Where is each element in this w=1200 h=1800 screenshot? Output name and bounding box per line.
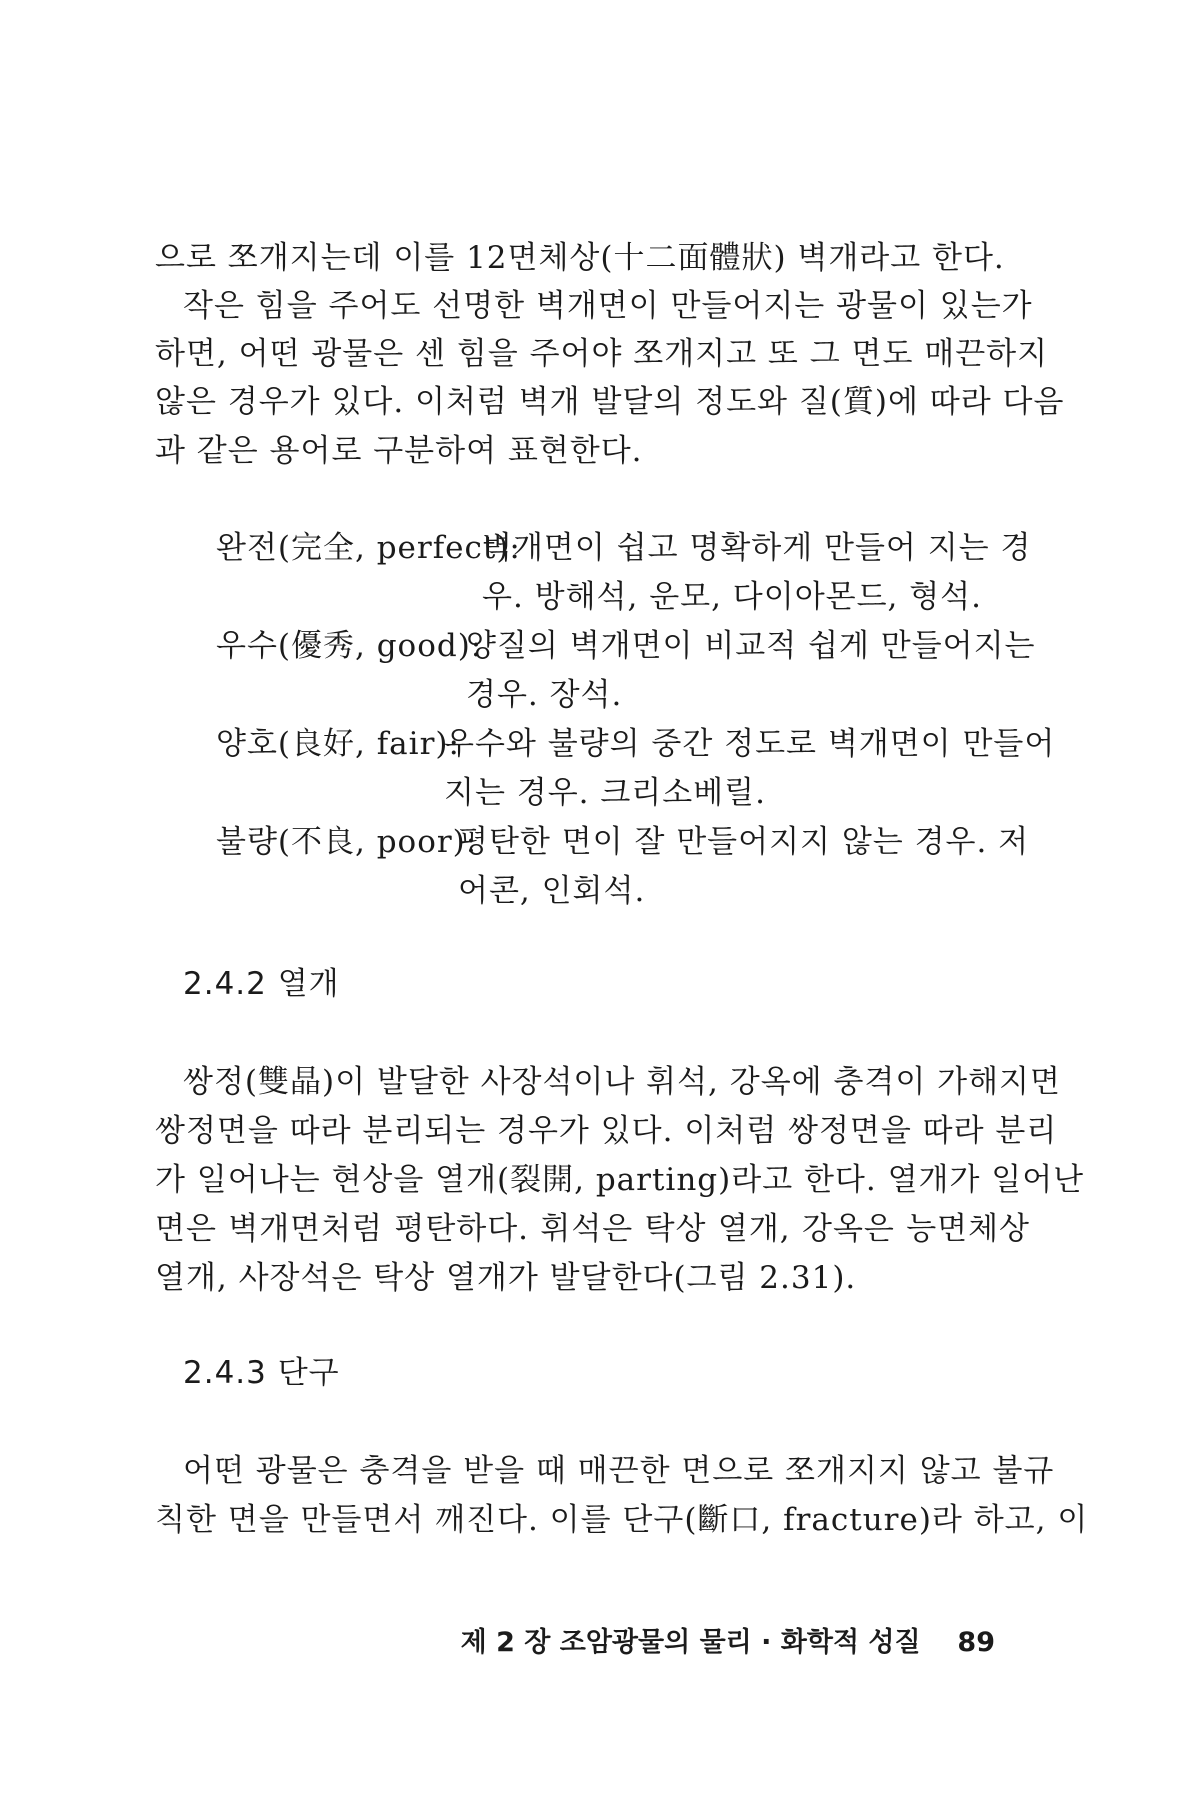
term-label: 완전(完全, perfect): [216,530,521,566]
body-text-line: 쌍정면을 따라 분리되는 경우가 있다. 이처럼 쌍정면을 따라 분리 [155,1113,1058,1149]
body-text-line: 하면, 어떤 광물은 센 힘을 주어야 쪼개지고 또 그 면도 매끈하지 [155,336,1049,372]
term-definition: 우. 방해석, 운모, 다이아몬드, 형석. [482,579,982,615]
term-definition: 어콘, 인회석. [458,873,646,909]
term-definition: 지는 경우. 크리소베릴. [444,775,766,811]
term-definition: 우수와 불량의 중간 정도로 벽개면이 만들어 [444,726,1056,762]
term-label: 불량(不良, poor): [216,824,478,860]
body-text-line: 않은 경우가 있다. 이처럼 벽개 발달의 정도와 질(質)에 따라 다음 [155,384,1065,420]
body-text-line: 면은 벽개면처럼 평탄하다. 휘석은 탁상 열개, 강옥은 능면체상 [155,1211,1030,1247]
term-definition: 벽개면이 쉽고 명확하게 만들어 지는 경 [482,530,1032,566]
section-heading: 2.4.3 단구 [183,1355,340,1391]
page-footer [461,1620,995,1659]
term-label: 우수(優秀, good): [216,628,483,664]
body-text-line: 가 일어나는 현상을 열개(裂開, parting)라고 한다. 열개가 일어난 [155,1162,1085,1198]
term-definition: 경우. 장석. [466,677,623,713]
body-text-line: 작은 힘을 주어도 선명한 벽개면이 만들어지는 광물이 있는가 [183,288,1033,324]
term-definition: 평탄한 면이 잘 만들어지지 않는 경우. 저 [458,824,1030,860]
page-number: 89 [957,1627,995,1658]
body-text-line: 과 같은 용어로 구분하여 표현한다. [155,433,643,469]
body-text-line: 열개, 사장석은 탁상 열개가 발달한다(그림 2.31). [155,1260,857,1296]
body-text-line: 어떤 광물은 충격을 받을 때 매끈한 면으로 쪼개지지 않고 불규 [183,1453,1055,1489]
body-text-line: 으로 쪼개지는데 이를 12면체상(十二面體狀) 벽개라고 한다. [155,240,1005,276]
section-heading: 2.4.2 열개 [183,966,340,1002]
body-text-line: 칙한 면을 만들면서 깨진다. 이를 단구(斷口, fracture)라 하고, 이 [155,1502,1089,1538]
chapter-title: 제 2 장 조암광물의 물리 · 화학적 성질 [460,1627,921,1658]
term-label: 양호(良好, fair): [216,726,460,762]
body-text-line: 쌍정(雙晶)이 발달한 사장석이나 휘석, 강옥에 충격이 가해지면 [183,1064,1061,1100]
term-definition: 양질의 벽개면이 비교적 쉽게 만들어지는 [466,628,1036,664]
